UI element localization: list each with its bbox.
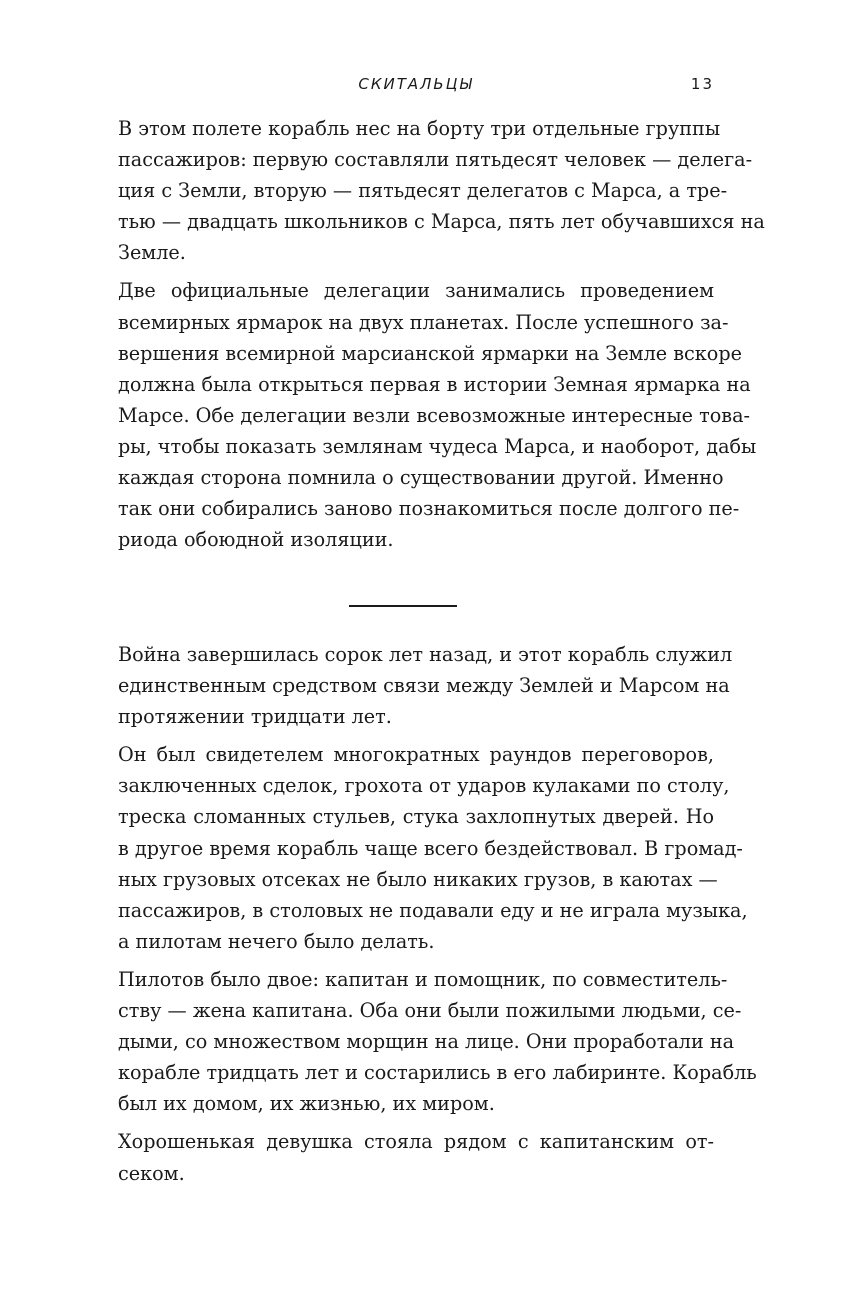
text-line: должна была открыться первая в истории Земная ярмарка на (118, 372, 751, 396)
text-block-2 (118, 639, 757, 1196)
text-line: Война завершилась сорок лет назад, и этот корабль служил (118, 643, 733, 666)
paragraph (118, 739, 748, 957)
text-line: пассажиров: первую составляли пятьдесят человек — делега- (118, 148, 753, 172)
text-line: заключенных сделок, грохота от ударов кулаками по столу, (118, 774, 730, 798)
text-line: так они собирались заново познакомиться после долгого пе- (118, 497, 740, 521)
text-line: а пилотам нечего было делать. (118, 929, 435, 953)
paragraph (118, 639, 733, 732)
text-line: ных грузовых отсеках не было никаких грузов, в каютах — (118, 867, 718, 891)
paragraph (118, 964, 757, 1119)
text-line: пассажиров, в столовых не подавали еду и не играла музыка, (118, 898, 748, 922)
paragraph (118, 113, 765, 268)
text-line: Земле. (118, 241, 186, 265)
section-divider (349, 605, 457, 607)
text-line: в другое время корабль чаще всего бездействовал. В громад- (118, 836, 743, 860)
text-line: Две официальные делегации занимались проведением (118, 279, 714, 303)
text-line: всемирных ярмарок на двух планетах. После успешного за- (118, 310, 729, 334)
text-line: корабле тридцать лет и состарились в его лабиринте. Корабль (118, 1061, 757, 1085)
text-line: ры, чтобы показать землянам чудеса Марса, и наоборот, дабы (118, 434, 757, 458)
paragraph (118, 1126, 714, 1188)
running-title: СКИТАЛЬЦЫ (358, 75, 474, 93)
text-line: ству — жена капитана. Оба они были пожилыми людьми, се- (118, 999, 742, 1023)
text-block-1 (118, 113, 765, 562)
page-number: 13 (690, 75, 714, 93)
running-head (118, 72, 714, 96)
text-line: ция с Земли, вторую — пятьдесят делегатов с Марса, а тре- (118, 179, 728, 203)
text-line: каждая сторона помнила о существовании другой. Именно (118, 466, 724, 490)
text-line: В этом полете корабль нес на борту три отдельные группы (118, 117, 721, 140)
text-line: секом. (118, 1161, 185, 1185)
text-line: Хорошенькая девушка стояла рядом с капитанским от- (118, 1130, 714, 1154)
text-line: Пилотов было двое: капитан и помощник, по совместитель- (118, 967, 728, 991)
text-line: тью — двадцать школьников с Марса, пять лет обучавшихся на (118, 210, 765, 234)
book-page (118, 0, 765, 1311)
text-line: единственным средством связи между Землей и Марсом на (118, 674, 730, 698)
text-line: Марсе. Обе делегации везли всевозможные интересные това- (118, 403, 751, 427)
text-line: вершения всемирной марсианской ярмарки на Земле вскоре (118, 341, 742, 365)
text-line: треска сломанных стульев, стука захлопнутых дверей. Но (118, 805, 714, 829)
text-line: протяжении тридцати лет. (118, 705, 392, 729)
text-line: был их домом, их жизнью, их миром. (118, 1092, 495, 1116)
text-line: дыми, со множеством морщин на лице. Они проработали на (118, 1030, 735, 1054)
paragraph (118, 275, 757, 555)
text-line: Он был свидетелем многократных раундов переговоров, (118, 743, 714, 767)
text-line: риода обоюдной изоляции. (118, 528, 394, 552)
